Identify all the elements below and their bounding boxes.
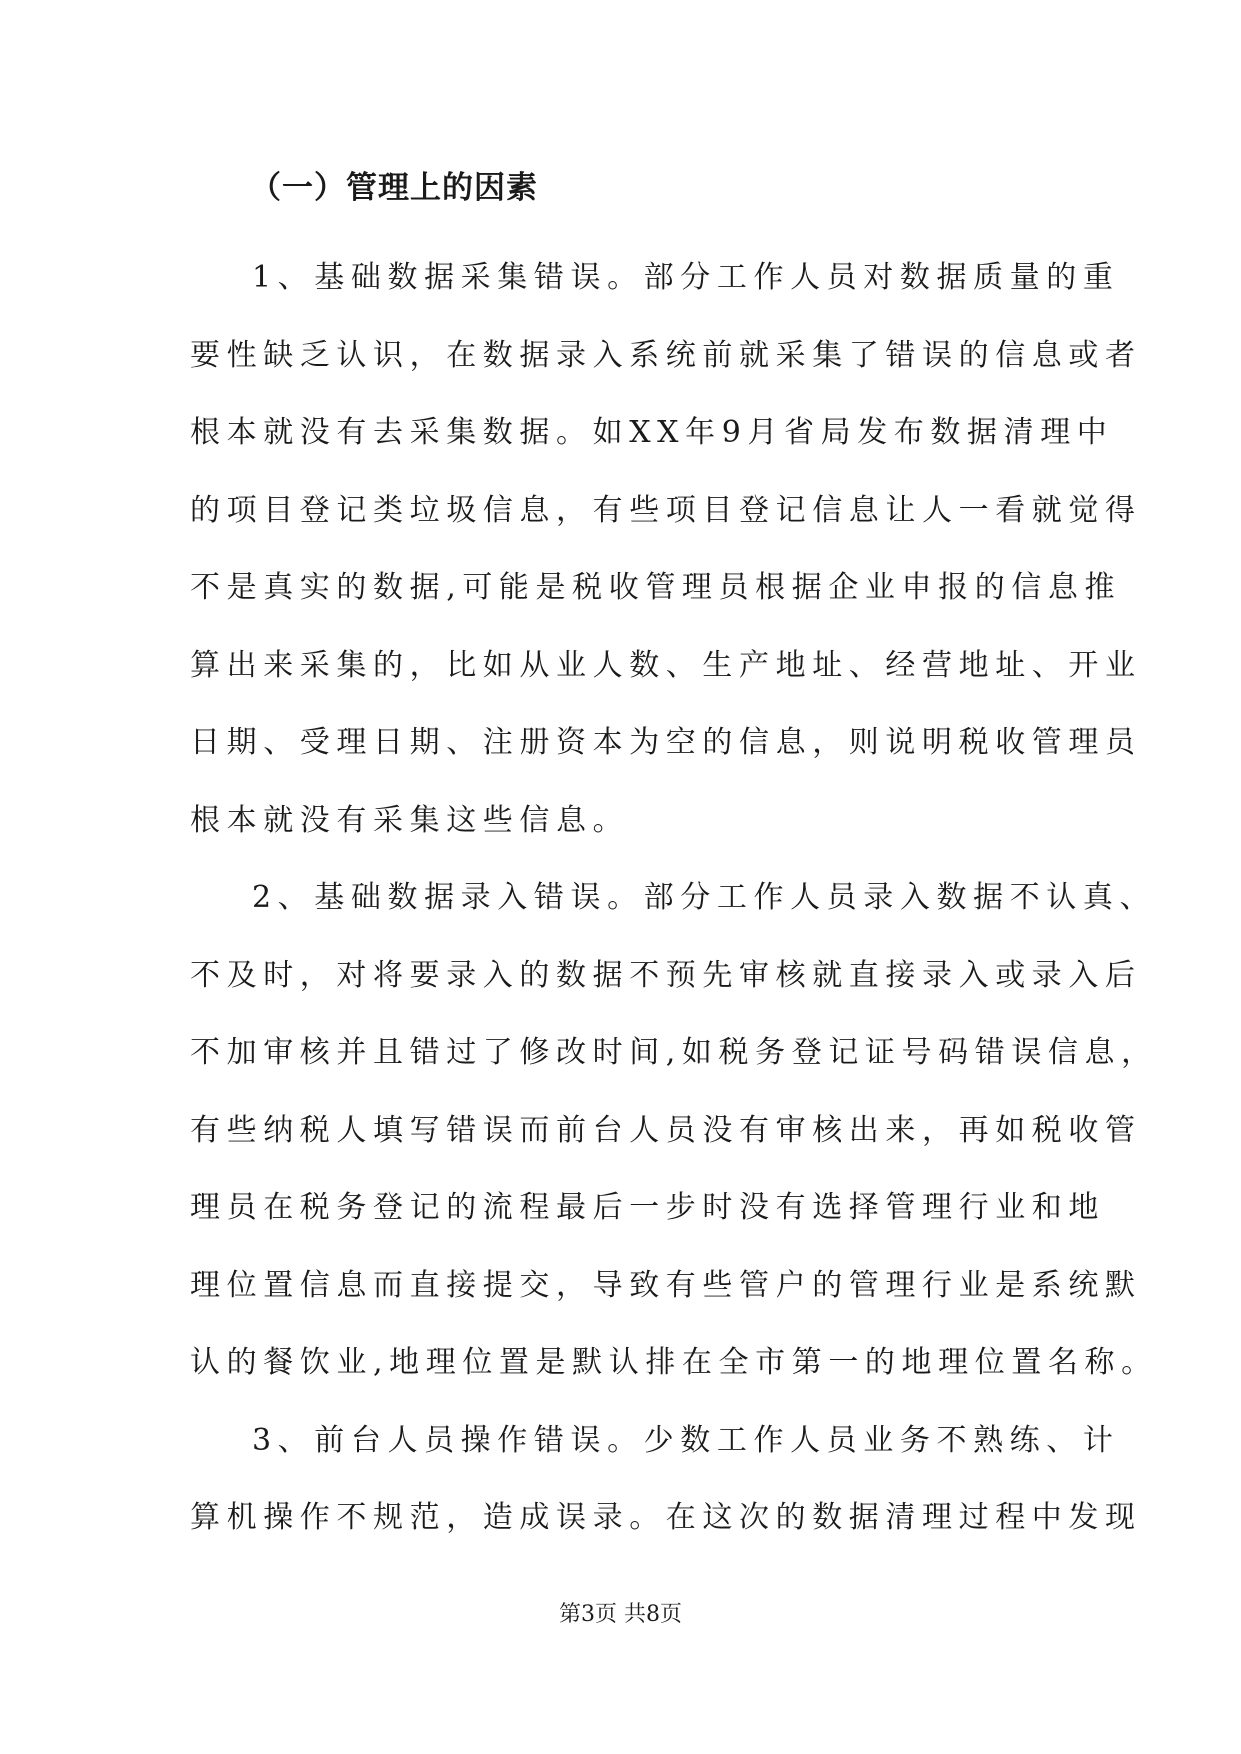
paragraph-line: 不及时，对将要录入的数据不预先审核就直接录入或录入后 — [190, 958, 1142, 993]
paragraph-line: 根本就没有采集这些信息。 — [190, 803, 630, 838]
paragraph-line: 理位置信息而直接提交，导致有些管户的管理行业是系统默 — [190, 1268, 1142, 1303]
paragraph-line: 有些纳税人填写错误而前台人员没有审核出来，再如税收管 — [190, 1113, 1142, 1148]
paragraph-line: 不加审核并且错过了修改时间,如税务登记证号码错误信息， — [190, 1035, 1158, 1070]
paragraph-line: 日期、受理日期、注册资本为空的信息，则说明税收管理员 — [190, 725, 1142, 760]
paragraph-line: 认的餐饮业,地理位置是默认排在全市第一的地理位置名称。 — [190, 1345, 1158, 1380]
paragraph-line: 算机操作不规范，造成误录。在这次的数据清理过程中发现 — [190, 1500, 1142, 1535]
paragraph-line: 1、基础数据采集错误。部分工作人员对数据质量的重 — [252, 260, 1120, 295]
paragraph-line: 根本就没有去采集数据。如XX年9月省局发布数据清理中 — [190, 415, 1114, 450]
paragraph-line: 理员在税务登记的流程最后一步时没有选择管理行业和地 — [190, 1190, 1105, 1225]
paragraph-line: 算出来采集的，比如从业人数、生产地址、经营地址、开业 — [190, 648, 1142, 683]
section-heading: （一）管理上的因素 — [250, 170, 538, 206]
paragraph-line: 的项目登记类垃圾信息，有些项目登记信息让人一看就觉得 — [190, 493, 1142, 528]
paragraph-line: 2、基础数据录入错误。部分工作人员录入数据不认真、 — [252, 880, 1157, 915]
paragraph-line: 不是真实的数据,可能是税收管理员根据企业申报的信息推 — [190, 570, 1122, 605]
paragraph-line: 要性缺乏认识，在数据录入系统前就采集了错误的信息或者 — [190, 338, 1142, 373]
page-footer: 第3页 共8页 — [559, 1602, 682, 1627]
paragraph-line: 3、前台人员操作错误。少数工作人员业务不熟练、计 — [252, 1423, 1120, 1458]
